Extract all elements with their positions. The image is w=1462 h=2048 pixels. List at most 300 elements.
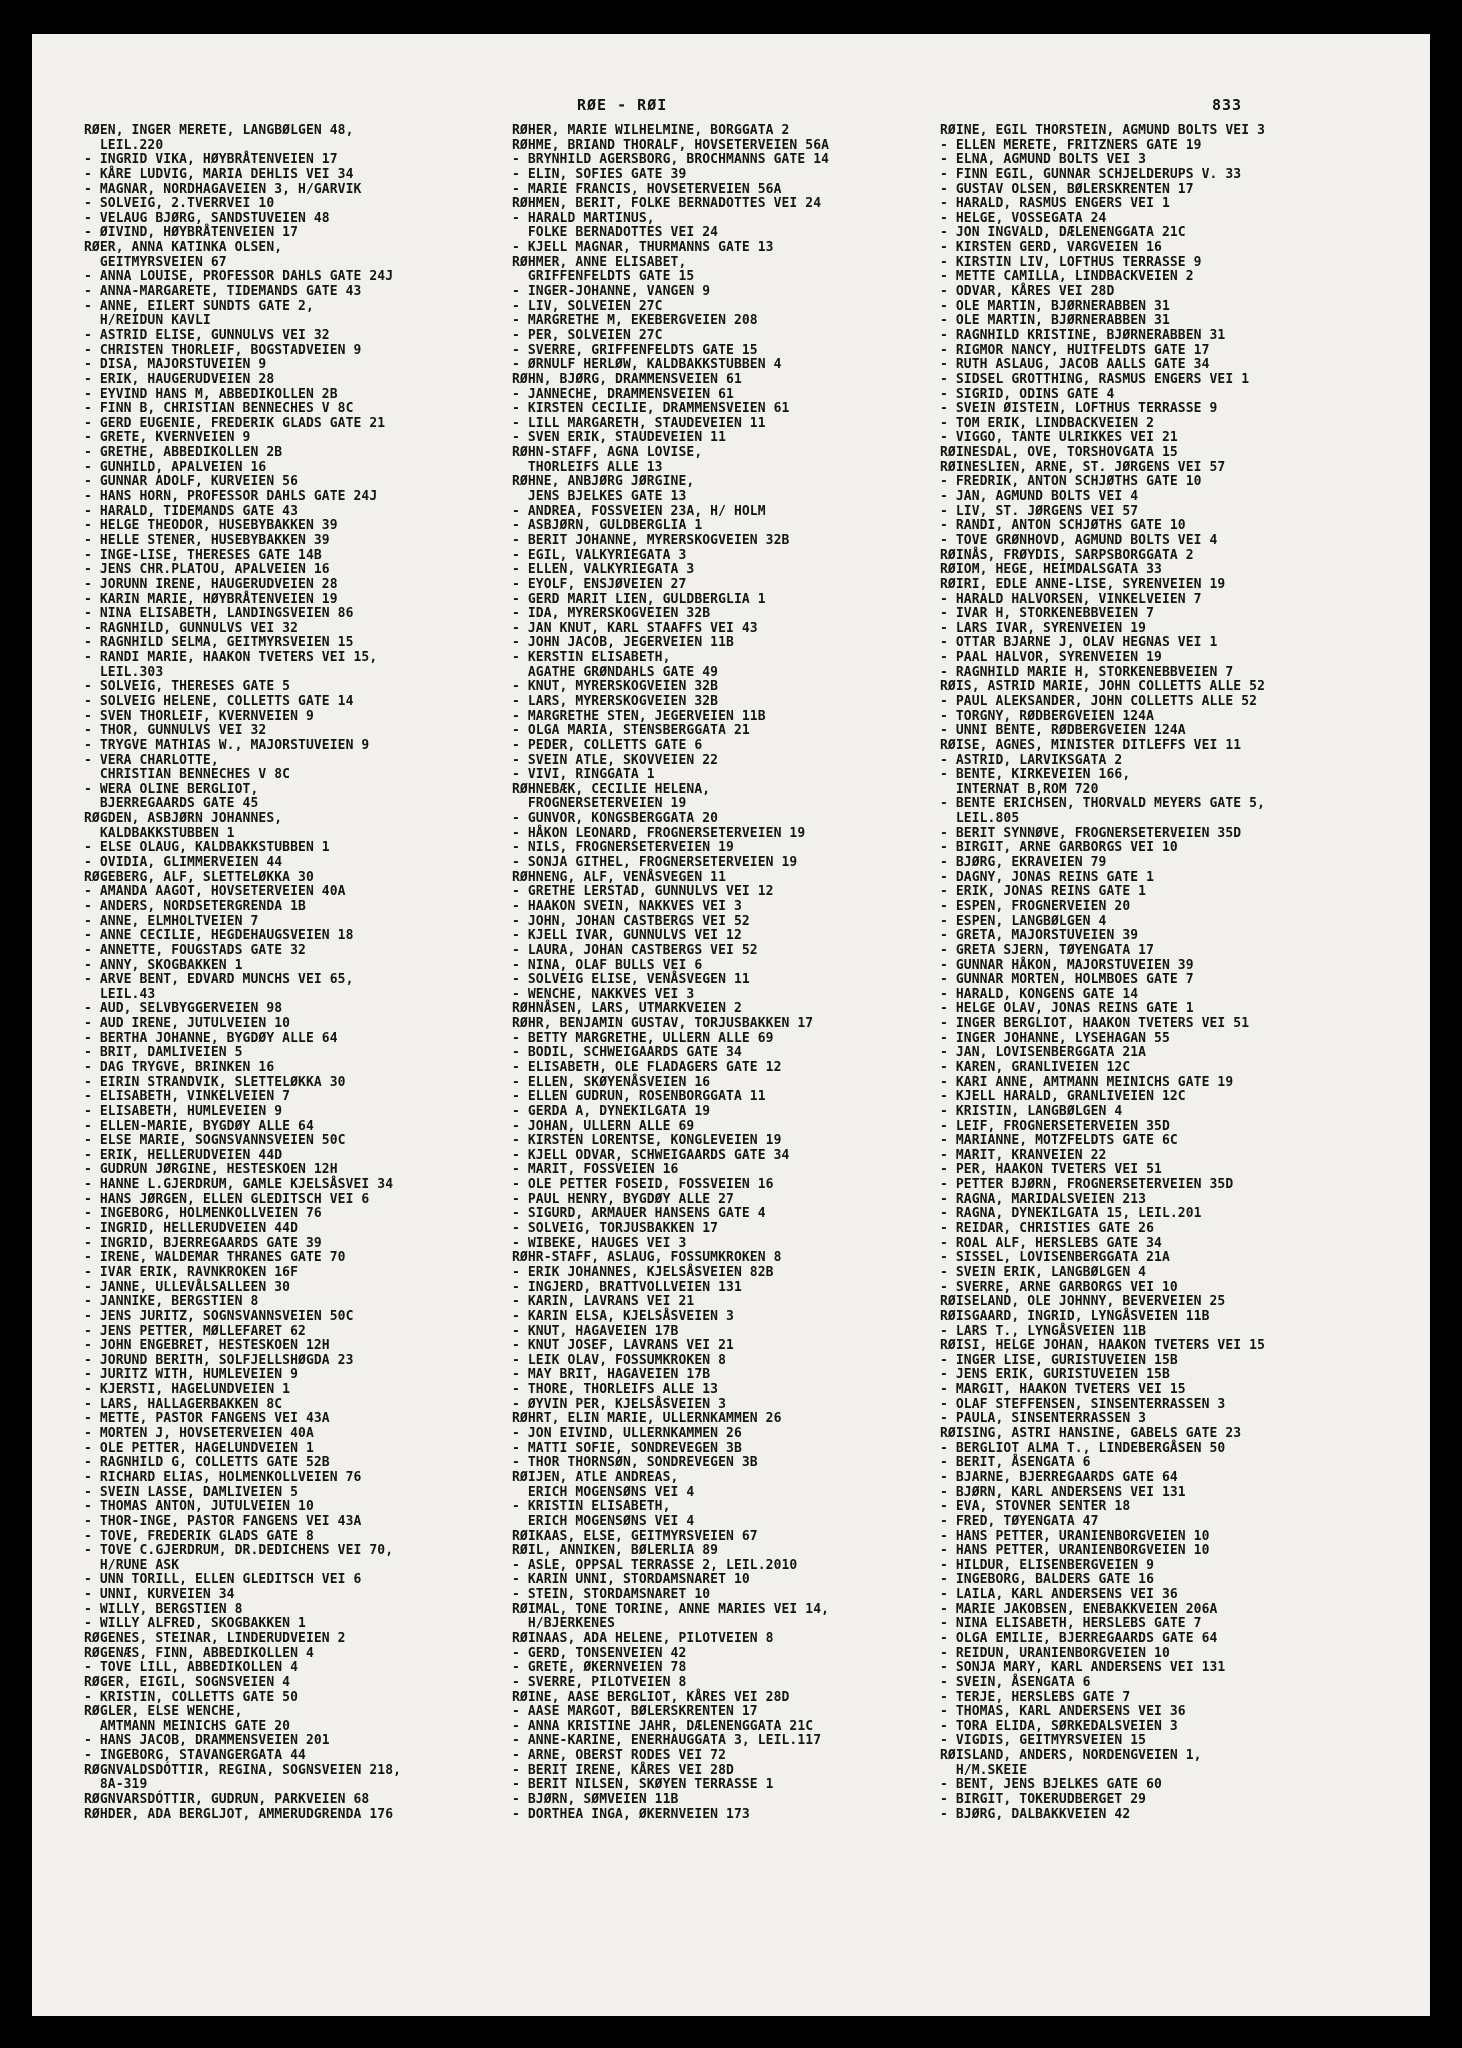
directory-entry-line: - BERGLIOT ALMA T., LINDEBERGÅSEN 50 (940, 1440, 1226, 1456)
directory-entry-line: - RANDI, ANTON SCHJØTHS GATE 10 (940, 518, 1186, 534)
directory-entry-line: - TRYGVE MATHIAS W., MAJORSTUVEIEN 9 (84, 737, 370, 753)
directory-entry-line: - ELLEN, SKØYENÅSVEIEN 16 (512, 1074, 711, 1090)
directory-entry-line: - BRIT, DAMLIVEIEN 5 (84, 1045, 243, 1061)
directory-entry-line: - ANNY, SKOGBAKKEN 1 (84, 957, 243, 973)
directory-entry-line: RØGLER, ELSE WENCHE, (84, 1704, 243, 1720)
directory-entry-line: - VIGGO, TANTE ULRIKKES VEI 21 (940, 430, 1178, 446)
directory-entry-line: - GERDA A, DYNEKILGATA 19 (512, 1103, 711, 1119)
directory-entry-line: - PETTER BJØRN, FROGNERSETERVEIEN 35D (940, 1177, 1234, 1193)
directory-entry-line: - AASE MARGOT, BØLERSKRENTEN 17 (512, 1704, 758, 1720)
directory-entry-line: - BIRGIT, ARNE GARBORGS VEI 10 (940, 840, 1178, 856)
directory-entry-line: - MARIE FRANCIS, HOVSETERVEIEN 56A (512, 181, 782, 197)
directory-entry-line: - MORTEN J, HOVSETERVEIEN 40A (84, 1426, 314, 1442)
directory-column-3 (940, 124, 1345, 1822)
directory-entry-line: - JORUND BERITH, SOLFJELLSHØGDA 23 (84, 1352, 354, 1368)
directory-entry-line: - LAURA, JOHAN CASTBERGS VEI 52 (512, 942, 758, 958)
directory-entry-line: - ANNE CECILIE, HEGDEHAUGSVEIEN 18 (84, 928, 354, 944)
directory-entry-line: RØHNE, ANBJØRG JØRGINE, (512, 474, 695, 490)
directory-entry-line: - ELISABETH, OLE FLADAGERS GATE 12 (512, 1060, 782, 1075)
directory-entry-line: - ERIK JOHANNES, KJELSÅSVEIEN 82B (512, 1264, 774, 1280)
directory-entry-line: - GUNNAR HÅKON, MAJORSTUVEIEN 39 (940, 957, 1194, 973)
directory-entry-line: - KJELL ODVAR, SCHWEIGAARDS GATE 34 (512, 1147, 790, 1163)
directory-entry-line: - SONJA MARY, KARL ANDERSENS VEI 131 (940, 1660, 1226, 1676)
directory-entry-line: - ARVE BENT, EDVARD MUNCHS VEI 65, (84, 972, 354, 988)
directory-entry-line: - WERA OLINE BERGLIOT, (84, 781, 259, 797)
directory-entry-line: - MARGRETHE M, EKEBERGVEIEN 208 (512, 313, 758, 329)
directory-entry-line: - NILS, FROGNERSETERVEIEN 19 (512, 840, 734, 856)
directory-entry-line: - JON INGVALD, DÆLENENGGATA 21C (940, 225, 1186, 241)
directory-entry-line: - ØRNULF HERLØW, KALDBAKKSTUBBEN 4 (512, 357, 782, 373)
directory-entry-line: - JURITZ WITH, HUMLEVEIEN 9 (84, 1367, 299, 1383)
directory-entry-line: - OLE PETTER, HAGELUNDVEIEN 1 (84, 1440, 314, 1456)
directory-entry-line: - INGE-LISE, THERESES GATE 14B (84, 547, 322, 563)
directory-entry-line: - INGEBORG, STAVANGERGATA 44 (84, 1748, 306, 1764)
directory-entry-line: - GRETHE LERSTAD, GUNNULVS VEI 12 (512, 884, 774, 900)
directory-entry-line: RØGNVARSDÓTTIR, GUDRUN, PARKVEIEN 68 (84, 1792, 370, 1808)
directory-entry-line: ERICH MOGENSØNS VEI 4 (512, 1484, 695, 1500)
directory-entry-line: - BENTE, KIRKEVEIEN 166, (940, 767, 1131, 783)
directory-entry-line: RØISING, ASTRI HANSINE, GABELS GATE 23 (940, 1426, 1242, 1442)
directory-entry-line: - THOMAS ANTON, JUTULVEIEN 10 (84, 1499, 314, 1515)
directory-entry-line: - KARIN UNNI, STORDAMSNARET 10 (512, 1572, 750, 1588)
directory-entry-line: - THOR-INGE, PASTOR FANGENS VEI 43A (84, 1513, 362, 1529)
directory-entry-line: - BERIT IRENE, KÅRES VEI 28D (512, 1762, 734, 1778)
directory-entry-line: - RANDI MARIE, HAAKON TVETERS VEI 15, (84, 650, 378, 666)
directory-entry-line: - ELIN, SOFIES GATE 39 (512, 166, 687, 182)
directory-entry-line: - HELGE, VOSSEGATA 24 (940, 210, 1107, 226)
directory-entry-line: - GRETA SJERN, TØYENGATA 17 (940, 942, 1155, 958)
directory-entry-line: - THOR, GUNNULVS VEI 32 (84, 723, 267, 739)
directory-entry-line: - HANS PETTER, URANIENBORGVEIEN 10 (940, 1528, 1210, 1544)
directory-entry-line: - KIRSTEN GERD, VARGVEIEN 16 (940, 240, 1162, 256)
directory-entry-line: - LAILA, KARL ANDERSENS VEI 36 (940, 1587, 1178, 1603)
directory-entry-line: - HARALD, KONGENS GATE 14 (940, 986, 1139, 1002)
directory-entry-line: - BETTY MARGRETHE, ULLERN ALLE 69 (512, 1030, 774, 1046)
directory-entry-line: RØER, ANNA KATINKA OLSEN, (84, 240, 283, 256)
directory-entry-line: - KARIN, LAVRANS VEI 21 (512, 1294, 695, 1310)
directory-entry-line: - OLGA MARIA, STENSBERGGATA 21 (512, 723, 750, 739)
directory-entry-line: - HARALD HALVORSEN, VINKELVEIEN 7 (940, 591, 1202, 607)
directory-entry-line: - PER, SOLVEIEN 27C (512, 327, 663, 343)
directory-entry-line: - TOVE, FREDERIK GLADS GATE 8 (84, 1528, 314, 1544)
directory-entry-line: RØHNENG, ALF, VENÅSVEGEN 11 (512, 869, 727, 885)
directory-entry-line: - RAGNA, MARIDALSVEIEN 213 (940, 1191, 1147, 1207)
directory-entry-line: - THORE, THORLEIFS ALLE 13 (512, 1382, 719, 1398)
directory-entry-line: - DAG TRYGVE, BRINKEN 16 (84, 1060, 275, 1075)
directory-entry-line: - GERD, TONSENVEIEN 42 (512, 1645, 687, 1661)
directory-entry-line: ERICH MOGENSØNS VEI 4 (512, 1513, 695, 1529)
directory-entry-line: RØGENÆS, FINN, ABBEDIKOLLEN 4 (84, 1645, 314, 1661)
directory-entry-line: - SVEIN ERIK, LANGBØLGEN 4 (940, 1264, 1147, 1280)
directory-entry-line: - BENT, JENS BJELKES GATE 60 (940, 1777, 1162, 1793)
directory-entry-line: - SVERRE, PILOTVEIEN 8 (512, 1674, 687, 1690)
directory-entry-line: - KRISTIN, LANGBØLGEN 4 (940, 1103, 1123, 1119)
directory-entry-line: - INGER BERGLIOT, HAAKON TVETERS VEI 51 (940, 1016, 1250, 1032)
directory-entry-line: - SVEN THORLEIF, KVERNVEIEN 9 (84, 708, 314, 724)
directory-entry-line: RØISELAND, OLE JOHNNY, BEVERVEIEN 25 (940, 1294, 1226, 1310)
directory-entry-line: - JANNECHE, DRAMMENSVEIEN 61 (512, 386, 734, 402)
directory-entry-line: - PAUL HENRY, BYGDØY ALLE 27 (512, 1191, 734, 1207)
directory-entry-line: LEIL.805 (940, 811, 1020, 827)
directory-entry-line: - SVERRE, ARNE GARBORGS VEI 10 (940, 1279, 1178, 1295)
directory-entry-line: - SIDSEL GROTTHING, RASMUS ENGERS VEI 1 (940, 371, 1250, 387)
directory-entry-line: - ELLEN-MARIE, BYGDØY ALLE 64 (84, 1118, 314, 1134)
directory-entry-line: - MARIT, FOSSVEIEN 16 (512, 1162, 679, 1178)
directory-entry-line: - MAGNAR, NORDHAGAVEIEN 3, H/GARVIK (84, 181, 362, 197)
directory-entry-line: - HANS JØRGEN, ELLEN GLEDITSCH VEI 6 (84, 1191, 370, 1207)
directory-entry-line: - OLE MARTIN, BJØRNERABBEN 31 (940, 313, 1170, 329)
directory-entry-line: RØGDEN, ASBJØRN JOHANNES, (84, 811, 283, 827)
directory-entry-line: - ANDREA, FOSSVEIEN 23A, H/ HOLM (512, 503, 766, 519)
directory-entry-line: - KERSTIN ELISABETH, (512, 650, 671, 666)
directory-entry-line: - KJERSTI, HAGELUNDVEIEN 1 (84, 1382, 291, 1398)
directory-entry-line: - GUNVOR, KONGSBERGGATA 20 (512, 811, 719, 827)
directory-entry-line: - JAN, LOVISENBERGGATA 21A (940, 1045, 1147, 1061)
directory-entry-line: - OLE PETTER FOSEID, FOSSVEIEN 16 (512, 1177, 774, 1193)
directory-entry-line: - ELLEN, VALKYRIEGATA 3 (512, 562, 695, 578)
directory-entry-line: - OLE MARTIN, BJØRNERABBEN 31 (940, 298, 1170, 314)
directory-entry-line: RØISLAND, ANDERS, NORDENGVEIEN 1, (940, 1748, 1202, 1764)
directory-entry-line: - VELAUG BJØRG, SANDSTUVEIEN 48 (84, 210, 330, 226)
directory-entry-line: - BJØRG, EKRAVEIEN 79 (940, 855, 1107, 871)
directory-entry-line: - HANS PETTER, URANIENBORGVEIEN 10 (940, 1543, 1210, 1559)
directory-entry-line: - GRETHE, ABBEDIKOLLEN 2B (84, 445, 283, 461)
directory-entry-line: - INGEBORG, BALDERS GATE 16 (940, 1572, 1155, 1588)
directory-entry-line: - BJØRN, KARL ANDERSENS VEI 131 (940, 1484, 1186, 1500)
directory-entry-line: - ØYVIN PER, KJELSÅSVEIEN 3 (512, 1396, 727, 1412)
directory-entry-line: - IDA, MYRERSKOGVEIEN 32B (512, 606, 711, 622)
directory-entry-line: - LARS, MYRERSKOGVEIEN 32B (512, 693, 719, 709)
directory-entry-line: - HARALD MARTINUS, (512, 210, 655, 226)
directory-entry-line: - GRETE, ØKERNVEIEN 78 (512, 1660, 687, 1676)
directory-entry-line: - BJØRN, SØMVEIEN 11B (512, 1792, 679, 1808)
directory-entry-line: - HAAKON SVEIN, NAKKVES VEI 3 (512, 898, 742, 914)
directory-entry-line: - JENS ERIK, GURISTUVEIEN 15B (940, 1367, 1170, 1383)
directory-entry-line: - INGER LISE, GURISTUVEIEN 15B (940, 1352, 1178, 1368)
directory-entry-line: - AUD IRENE, JUTULVEIEN 10 (84, 1016, 291, 1032)
directory-entry-line: - EYOLF, ENSJØVEIEN 27 (512, 576, 687, 592)
directory-entry-line: FOLKE BERNADOTTES VEI 24 (512, 225, 719, 241)
directory-entry-line: RØGEBERG, ALF, SLETTELØKKA 30 (84, 869, 314, 885)
directory-entry-line: - HELLE STENER, HUSEBYBAKKEN 39 (84, 532, 330, 548)
directory-entry-line: - HANS HORN, PROFESSOR DAHLS GATE 24J (84, 489, 378, 505)
directory-entry-line: - HÅKON LEONARD, FROGNERSETERVEIEN 19 (512, 825, 806, 841)
directory-entry-line: - AUD, SELVBYGGERVEIEN 98 (84, 1001, 283, 1017)
directory-entry-line: - JOHN JACOB, JEGERVEIEN 11B (512, 635, 734, 651)
directory-entry-line: - GUNNAR MORTEN, HOLMBOES GATE 7 (940, 972, 1194, 988)
directory-entry-line: - FRED, TØYENGATA 47 (940, 1513, 1099, 1529)
directory-entry-line: - SVEN ERIK, STAUDEVEIEN 11 (512, 430, 727, 446)
directory-entry-line: - ASLE, OPPSAL TERRASSE 2, LEIL.2010 (512, 1557, 798, 1573)
directory-entry-line: - KIRSTIN LIV, LOFTHUS TERRASSE 9 (940, 254, 1202, 270)
directory-entry-line: - TOVE C.GJERDRUM, DR.DEDICHENS VEI 70, (84, 1543, 394, 1559)
directory-entry-line: - MATTI SOFIE, SONDREVEGEN 3B (512, 1440, 742, 1456)
directory-entry-line: - PAUL ALEKSANDER, JOHN COLLETTS ALLE 52 (940, 693, 1258, 709)
directory-entry-line: - LIV, SOLVEIEN 27C (512, 298, 663, 314)
directory-entry-line: - NINA ELISABETH, HERSLEBS GATE 7 (940, 1616, 1202, 1632)
directory-entry-line: - KARIN ELSA, KJELSÅSVEIEN 3 (512, 1308, 734, 1324)
directory-entry-line: - ESPEN, FROGNERVEIEN 20 (940, 898, 1131, 914)
directory-entry-line: - KRISTIN, COLLETTS GATE 50 (84, 1689, 299, 1705)
directory-entry-line: - GUNNAR ADOLF, KURVEIEN 56 (84, 474, 299, 490)
directory-entry-line: - ASTRID ELISE, GUNNULVS VEI 32 (84, 327, 330, 343)
directory-entry-line: - GRETA, MAJORSTUVEIEN 39 (940, 928, 1139, 944)
directory-entry-line: - MARGIT, HAAKON TVETERS VEI 15 (940, 1382, 1186, 1398)
directory-entry-line: - THOR THORNSØN, SONDREVEGEN 3B (512, 1455, 758, 1471)
directory-entry-line: LEIL.303 (84, 664, 164, 680)
running-header-title: RØE - RØI (577, 96, 668, 114)
directory-entry-line: - CHRISTEN THORLEIF, BOGSTADVEIEN 9 (84, 342, 362, 358)
directory-entry-line: - TORGNY, RØDBERGVEIEN 124A (940, 708, 1155, 724)
directory-entry-line: - ANNETTE, FOUGSTADS GATE 32 (84, 942, 306, 958)
directory-entry-line: - ELISABETH, VINKELVEIEN 7 (84, 1089, 291, 1105)
directory-entry-line: RØIS, ASTRID MARIE, JOHN COLLETTS ALLE 52 (940, 679, 1265, 695)
directory-entry-line: CHRISTIAN BENNECHES V 8C (84, 767, 291, 783)
directory-entry-line: AGATHE GRØNDAHLS GATE 49 (512, 664, 719, 680)
directory-entry-line: - JANNE, ULLEVÅLSALLEEN 30 (84, 1279, 291, 1295)
directory-entry-line: - OLGA EMILIE, BJERREGAARDS GATE 64 (940, 1630, 1218, 1646)
directory-entry-line: - GUDRUN JØRGINE, HESTESKOEN 12H (84, 1162, 338, 1178)
directory-entry-line: RØGNVALDSDÓTTIR, REGINA, SOGNSVEIEN 218, (84, 1762, 402, 1778)
directory-entry-line: - SONJA GITHEL, FROGNERSETERVEIEN 19 (512, 855, 798, 871)
directory-entry-line: - IVAR H, STORKENEBBVEIEN 7 (940, 606, 1155, 622)
directory-entry-line: - RICHARD ELIAS, HOLMENKOLLVEIEN 76 (84, 1469, 362, 1485)
directory-entry-line: - HELGE THEODOR, HUSEBYBAKKEN 39 (84, 518, 338, 534)
directory-entry-line: RØHMER, ANNE ELISABET, (512, 254, 687, 270)
directory-entry-line: - HANNE L.GJERDRUM, GAMLE KJELSÅSVEI 34 (84, 1177, 394, 1193)
directory-entry-line: RØIRI, EDLE ANNE-LISE, SYRENVEIEN 19 (940, 576, 1226, 592)
directory-entry-line: H/M.SKEIE (940, 1762, 1028, 1778)
directory-entry-line: RØHNEBÆK, CECILIE HELENA, (512, 781, 711, 797)
directory-entry-line: - SOLVEIG, TORJUSBAKKEN 17 (512, 1221, 719, 1237)
directory-entry-line: - RAGNHILD SELMA, GEITMYRSVEIEN 15 (84, 635, 354, 651)
directory-entry-line: - JAN, AGMUND BOLTS VEI 4 (940, 489, 1139, 505)
directory-entry-line: RØHME, BRIAND THORALF, HOVSETERVEIEN 56A (512, 137, 830, 153)
directory-entry-line: - FREDRIK, ANTON SCHJØTHS GATE 10 (940, 474, 1202, 490)
directory-entry-line: - KARI ANNE, AMTMANN MEINICHS GATE 19 (940, 1074, 1234, 1090)
directory-entry-line: H/RUNE ASK (84, 1557, 180, 1573)
directory-entry-line: RØHER, MARIE WILHELMINE, BORGGATA 2 (512, 124, 790, 138)
directory-entry-line: - INGEBORG, HOLMENKOLLVEIEN 76 (84, 1206, 322, 1222)
directory-entry-line: - TOVE LILL, ABBEDIKOLLEN 4 (84, 1660, 299, 1676)
directory-entry-line: - LARS, HALLAGERBAKKEN 8C (84, 1396, 283, 1412)
directory-entry-line: - KAREN, GRANLIVEIEN 12C (940, 1060, 1131, 1075)
directory-entry-line: RØINE, EGIL THORSTEIN, AGMUND BOLTS VEI 3 (940, 124, 1265, 138)
directory-entry-line: - PAAL HALVOR, SYRENVEIEN 19 (940, 650, 1162, 666)
directory-entry-line: - SVERRE, GRIFFENFELDTS GATE 15 (512, 342, 758, 358)
directory-entry-line: - SVEIN ATLE, SKOVVEIEN 22 (512, 752, 719, 768)
directory-entry-line: - TORA ELIDA, SØRKEDALSVEIEN 3 (940, 1718, 1178, 1734)
directory-entry-line: - INGER JOHANNE, LYSEHAGAN 55 (940, 1030, 1170, 1046)
directory-entry-line: - KJELL MAGNAR, THURMANNS GATE 13 (512, 240, 774, 256)
directory-entry-line: - BERIT JOHANNE, MYRERSKOGVEIEN 32B (512, 532, 790, 548)
directory-entry-line: - MAY BRIT, HAGAVEIEN 17B (512, 1367, 711, 1383)
directory-entry-line: - PER, HAAKON TVETERS VEI 51 (940, 1162, 1162, 1178)
page-number: 833 (1212, 96, 1243, 114)
directory-entry-line: - ODVAR, KÅRES VEI 28D (940, 284, 1115, 300)
directory-entry-line: - HARALD, TIDEMANDS GATE 43 (84, 503, 299, 519)
directory-entry-line: - ELLEN MERETE, FRITZNERS GATE 19 (940, 137, 1202, 153)
directory-entry-line: - VIGDIS, GEITMYRSVEIEN 15 (940, 1733, 1147, 1749)
directory-entry-line: - PEDER, COLLETTS GATE 6 (512, 737, 703, 753)
directory-entry-line: - ELNA, AGMUND BOLTS VEI 3 (940, 152, 1147, 168)
directory-entry-line: - IRENE, WALDEMAR THRANES GATE 70 (84, 1250, 346, 1266)
directory-entry-line: - VIVI, RINGGATA 1 (512, 767, 655, 783)
directory-entry-line: RØHN, BJØRG, DRAMMENSVEIEN 61 (512, 371, 742, 387)
directory-entry-line: - RAGNHILD G, COLLETTS GATE 52B (84, 1455, 330, 1471)
directory-entry-line: JENS BJELKES GATE 13 (512, 489, 687, 505)
directory-entry-line: - UNNI, KURVEIEN 34 (84, 1587, 235, 1603)
directory-entry-line: - ANNE-KARINE, ENERHAUGGATA 3, LEIL.117 (512, 1733, 822, 1749)
directory-entry-line: - JENS PETTER, MØLLEFARET 62 (84, 1323, 306, 1339)
directory-entry-line: H/BJERKENES (512, 1616, 616, 1632)
directory-entry-line: - METTE CAMILLA, LINDBACKVEIEN 2 (940, 269, 1194, 285)
directory-entry-line: - GERD MARIT LIEN, GULDBERGLIA 1 (512, 591, 766, 607)
directory-entry-line: - RAGNHILD, GUNNULVS VEI 32 (84, 620, 299, 636)
directory-entry-line: - SOLVEIG, 2.TVERRVEI 10 (84, 196, 275, 212)
directory-entry-line: RØISGAARD, INGRID, LYNGÅSVEIEN 11B (940, 1308, 1210, 1324)
directory-entry-line: - ASTRID, LARVIKSGATA 2 (940, 752, 1123, 768)
directory-entry-line: - EIRIN STRANDVIK, SLETTELØKKA 30 (84, 1074, 346, 1090)
directory-entry-line: - NINA ELISABETH, LANDINGSVEIEN 86 (84, 606, 354, 622)
directory-entry-line: - JOHN ENGEBRET, HESTESKOEN 12H (84, 1338, 330, 1354)
directory-entry-line: - KJELL HARALD, GRANLIVEIEN 12C (940, 1089, 1186, 1105)
directory-entry-line: - WILLY ALFRED, SKOGBAKKEN 1 (84, 1616, 306, 1632)
directory-entry-line: RØIL, ANNIKEN, BØLERLIA 89 (512, 1543, 719, 1559)
directory-entry-line: LEIL.43 (84, 986, 156, 1002)
directory-entry-line: - FINN EGIL, GUNNAR SCHJELDERUPS V. 33 (940, 166, 1242, 182)
directory-entry-line: - FINN B, CHRISTIAN BENNECHES V 8C (84, 401, 354, 417)
directory-entry-line: - ESPEN, LANGBØLGEN 4 (940, 913, 1107, 929)
directory-entry-line: - LARS T., LYNGÅSVEIEN 11B (940, 1323, 1147, 1339)
directory-entry-line: - JOHN, JOHAN CASTBERGS VEI 52 (512, 913, 750, 929)
directory-entry-line: - BERIT SYNNØVE, FROGNERSETERVEIEN 35D (940, 825, 1242, 841)
directory-entry-line: RØGER, EIGIL, SOGNSVEIEN 4 (84, 1674, 291, 1690)
directory-entry-line: - LEIF, FROGNERSETERVEIEN 35D (940, 1118, 1170, 1134)
directory-entry-line: - ERIK, JONAS REINS GATE 1 (940, 884, 1147, 900)
directory-entry-line: - STEIN, STORDAMSNARET 10 (512, 1587, 711, 1603)
directory-entry-line: GRIFFENFELDTS GATE 15 (512, 269, 695, 285)
directory-entry-line: RØINAAS, ADA HELENE, PILOTVEIEN 8 (512, 1630, 774, 1646)
directory-entry-line: H/REIDUN KAVLI (84, 313, 211, 329)
directory-entry-line: RØEN, INGER MERETE, LANGBØLGEN 48, (84, 124, 354, 138)
directory-entry-line: - SVEIN ØISTEIN, LOFTHUS TERRASSE 9 (940, 401, 1218, 417)
directory-entry-line: 8A-319 (84, 1777, 148, 1793)
directory-entry-line: RØHNÅSEN, LARS, UTMARKVEIEN 2 (512, 1001, 742, 1017)
directory-entry-line: RØINESLIEN, ARNE, ST. JØRGENS VEI 57 (940, 459, 1226, 475)
directory-entry-line: KALDBAKKSTUBBEN 1 (84, 825, 235, 841)
directory-entry-line: - RAGNHILD KRISTINE, BJØRNERABBEN 31 (940, 327, 1226, 343)
directory-entry-line: - KARIN MARIE, HØYBRÅTENVEIEN 19 (84, 591, 338, 607)
directory-entry-line: RØHMEN, BERIT, FOLKE BERNADOTTES VEI 24 (512, 196, 822, 212)
directory-entry-line: - GRETE, KVERNVEIEN 9 (84, 430, 251, 446)
directory-entry-line: - REIDAR, CHRISTIES GATE 26 (940, 1221, 1155, 1237)
directory-entry-line: - KNUT JOSEF, LAVRANS VEI 21 (512, 1338, 734, 1354)
directory-entry-line: - KRISTIN ELISABETH, (512, 1499, 671, 1515)
directory-entry-line: - GUSTAV OLSEN, BØLERSKRENTEN 17 (940, 181, 1194, 197)
directory-entry-line: RØINÅS, FRØYDIS, SARPSBORGGATA 2 (940, 547, 1194, 563)
directory-entry-line: RØIOM, HEGE, HEIMDALSGATA 33 (940, 562, 1162, 578)
directory-entry-line: - BERIT NILSEN, SKØYEN TERRASSE 1 (512, 1777, 774, 1793)
directory-entry-line: - VERA CHARLOTTE, (84, 752, 219, 768)
directory-entry-line: - BJARNE, BJERREGAARDS GATE 64 (940, 1469, 1178, 1485)
directory-entry-line: RØIKAAS, ELSE, GEITMYRSVEIEN 67 (512, 1528, 758, 1544)
directory-entry-line: - WILLY, BERGSTIEN 8 (84, 1601, 243, 1617)
directory-entry-line: - EVA, STOVNER SENTER 18 (940, 1499, 1131, 1515)
directory-entry-line: - ANDERS, NORDSETERGRENDA 1B (84, 898, 306, 914)
directory-entry-line: - ARNE, OBERST RODES VEI 72 (512, 1748, 727, 1764)
directory-entry-line: - HELGE OLAV, JONAS REINS GATE 1 (940, 1001, 1194, 1017)
directory-entry-line: GEITMYRSVEIEN 67 (84, 254, 227, 270)
directory-entry-line: - UNN TORILL, ELLEN GLEDITSCH VEI 6 (84, 1572, 362, 1588)
directory-entry-line: - LEIK OLAV, FOSSUMKROKEN 8 (512, 1352, 727, 1368)
directory-entry-line: - INGJERD, BRATTVOLLVEIEN 131 (512, 1279, 742, 1295)
directory-entry-line: - EYVIND HANS M, ABBEDIKOLLEN 2B (84, 386, 338, 402)
directory-entry-line: - LIV, ST. JØRGENS VEI 57 (940, 503, 1139, 519)
directory-entry-line: - PAULA, SINSENTERRASSEN 3 (940, 1411, 1147, 1427)
directory-entry-line: - SIGURD, ARMAUER HANSENS GATE 4 (512, 1206, 766, 1222)
directory-entry-line: - ANNE, ELMHOLTVEIEN 7 (84, 913, 259, 929)
directory-entry-line: RØIJEN, ATLE ANDREAS, (512, 1469, 679, 1485)
directory-entry-line: - HILDUR, ELISENBERGVEIEN 9 (940, 1557, 1155, 1573)
directory-entry-line: - OLAF STEFFENSEN, SINSENTERRASSEN 3 (940, 1396, 1226, 1412)
directory-entry-line: - HANS JACOB, DRAMMENSVEIEN 201 (84, 1733, 330, 1749)
directory-entry-line: - JORUNN IRENE, HAUGERUDVEIEN 28 (84, 576, 338, 592)
directory-entry-line: - LILL MARGARETH, STAUDEVEIEN 11 (512, 415, 766, 431)
directory-entry-line: - RAGNA, DYNEKILGATA 15, LEIL.201 (940, 1206, 1202, 1222)
directory-entry-line: AMTMANN MEINICHS GATE 20 (84, 1718, 291, 1734)
directory-entry-line: - SVEIN, ÅSENGATA 6 (940, 1674, 1091, 1690)
directory-entry-line: - OVIDIA, GLIMMERVEIEN 44 (84, 855, 283, 871)
directory-entry-line: - BENTE ERICHSEN, THORVALD MEYERS GATE 5, (940, 796, 1265, 812)
directory-entry-line: RØISE, AGNES, MINISTER DITLEFFS VEI 11 (940, 737, 1242, 753)
directory-entry-line: - ELISABETH, HUMLEVEIEN 9 (84, 1103, 283, 1119)
directory-page (32, 34, 1430, 2016)
directory-entry-line: - JOHAN, ULLERN ALLE 69 (512, 1118, 695, 1134)
directory-entry-line: - ELSE OLAUG, KALDBAKKSTUBBEN 1 (84, 840, 330, 856)
directory-entry-line: - WIBEKE, HAUGES VEI 3 (512, 1235, 687, 1251)
directory-entry-line: - HARALD, RASMUS ENGERS VEI 1 (940, 196, 1170, 212)
directory-entry-line: - BRYNHILD AGERSBORG, BROCHMANNS GATE 14 (512, 152, 830, 168)
directory-entry-line: - ERIK, HELLERUDVEIEN 44D (84, 1147, 283, 1163)
directory-entry-line: - TOVE GRØNHOVD, AGMUND BOLTS VEI 4 (940, 532, 1218, 548)
directory-entry-line: - KNUT, HAGAVEIEN 17B (512, 1323, 679, 1339)
directory-entry-line: - DORTHEA INGA, ØKERNVEIEN 173 (512, 1806, 750, 1822)
directory-entry-line: BJERREGAARDS GATE 45 (84, 796, 259, 812)
directory-entry-line: - ASBJØRN, GULDBERGLIA 1 (512, 518, 703, 534)
directory-entry-line: - SVEIN LASSE, DAMLIVEIEN 5 (84, 1484, 299, 1500)
directory-entry-line: - ELLEN GUDRUN, ROSENBORGGATA 11 (512, 1089, 766, 1105)
directory-entry-line: - ERIK, HAUGERUDVEIEN 28 (84, 371, 275, 387)
directory-entry-line: RØGENES, STEINAR, LINDERUDVEIEN 2 (84, 1630, 346, 1646)
directory-entry-line: THORLEIFS ALLE 13 (512, 459, 663, 475)
directory-entry-line: FROGNERSETERVEIEN 19 (512, 796, 687, 812)
directory-entry-line: - RAGNHILD MARIE H, STORKENEBBVEIEN 7 (940, 664, 1234, 680)
directory-entry-line: - REIDUN, URANIENBORGVEIEN 10 (940, 1645, 1170, 1661)
directory-entry-line: - ANNA-MARGARETE, TIDEMANDS GATE 43 (84, 284, 362, 300)
directory-entry-line: - SOLVEIG ELISE, VENÅSVEGEN 11 (512, 972, 750, 988)
directory-entry-line: - BERIT, ÅSENGATA 6 (940, 1455, 1091, 1471)
directory-entry-line: - INGRID, HELLERUDVEIEN 44D (84, 1221, 299, 1237)
directory-entry-line: - SOLVEIG, THERESES GATE 5 (84, 679, 291, 695)
directory-entry-line: - UNNI BENTE, RØDBERGVEIEN 124A (940, 723, 1186, 739)
directory-entry-line: - THOMAS, KARL ANDERSENS VEI 36 (940, 1704, 1186, 1720)
directory-entry-line: - MARIANNE, MOTZFELDTS GATE 6C (940, 1133, 1178, 1149)
directory-entry-line: - ANNE, EILERT SUNDTS GATE 2, (84, 298, 314, 314)
directory-entry-line: - OTTAR BJARNE J, OLAV HEGNAS VEI 1 (940, 635, 1218, 651)
directory-entry-line: - KJELL IVAR, GUNNULVS VEI 12 (512, 928, 742, 944)
directory-entry-line: - SOLVEIG HELENE, COLLETTS GATE 14 (84, 693, 354, 709)
